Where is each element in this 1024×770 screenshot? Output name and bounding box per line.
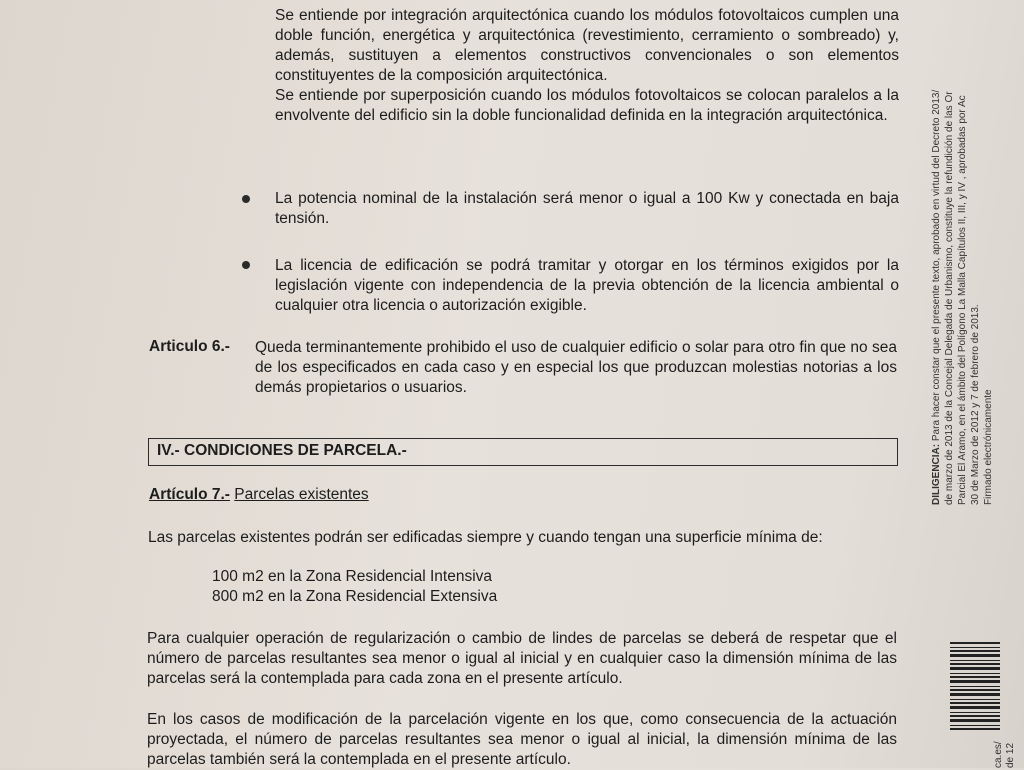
bullet-text: La potencia nominal de la instalación será menor o igual a 100 Kw y conectada en baja tensión. [275, 190, 899, 227]
side-footer [993, 708, 1017, 768]
integration-paragraph: Se entiende por integración arquitectónica cuando los módulos fotovoltaicos cumplen una doble función, energética y arquitectónica (revestimiento, cerramiento o sombreado) y, además, sustituyen a elementos constructivos convencionales o son elementos constituyentes de la composición arquitectónica. [275, 7, 899, 84]
side-note-line [930, 0, 943, 505]
zone-item-intensive: 100 m2 en la Zona Residencial Intensiva [212, 568, 493, 585]
side-note-line: 30 de Marzo de 2012 y 7 de febrero de 2013. [970, 304, 981, 505]
integration-definition-block [275, 6, 899, 126]
articulo-7-heading [149, 486, 369, 504]
articulo-6-text: Queda terminantemente prohibido el uso de cualquier edificio o solar para otro fin que no sea de los especificados en cada caso y en especial los que produzcan molestias notorias a los demás propietarios o usuarios. [255, 339, 897, 396]
diligencia-side-note [930, 0, 995, 505]
bullet-dot [242, 261, 250, 269]
articulo-7-label: Artículo 7.- [149, 486, 230, 503]
side-footer-line: de 12 [1005, 742, 1016, 768]
section-header-box [148, 438, 898, 466]
side-note-line: Parcial El Aramo, en el ámbito del Polígono La Malla Capítulos II, III, y IV , aprobadas por Ac [957, 95, 968, 505]
side-footer-line: ca.es/ [993, 741, 1004, 768]
articulo-6-label: Articulo 6.- [149, 338, 230, 355]
regularization-paragraph: Para cualquier operación de regularización o cambio de lindes de parcelas se deberá de respetar que el número de parcelas resultantes sea menor o igual al inicial y en cualquier caso la dimensión mínima de las parcelas será la contemplada para cada zona en el presente artículo. [147, 630, 897, 687]
superposition-paragraph: Se entiende por superposición cuando los módulos fotovoltaicos se colocan paralelos a la envolvente del edificio sin la doble funcionalidad definida en la integración arquitectónica. [275, 87, 899, 124]
side-note-line: Firmado electrónicamente [983, 389, 994, 505]
modification-paragraph: En los casos de modificación de la parcelación vigente en los que, como consecuencia de la actuación proyectada, el número de parcelas resultantes sea menor o igual al inicial, la dimensión mínima de las parcelas también será la contemplada en el presente artículo. [147, 711, 897, 768]
section-title: IV.- CONDICIONES DE PARCELA.- [157, 442, 407, 459]
bullet-dot [242, 195, 250, 203]
bullet-text: La licencia de edificación se podrá tramitar y otorgar en los términos exigidos por la legislación vigente con independencia de la previa obtención de la licencia ambiental o cualquier otra licencia o autorización exigible. [275, 257, 899, 314]
side-note-label: DILIGENCIA: [931, 443, 942, 505]
bullet-item-power [275, 189, 899, 229]
articulo-7-title: Parcelas existentes [234, 486, 369, 503]
bullet-item-license [275, 256, 899, 316]
side-note-text: Para hacer constar que el presente texto, aprobado en virtud del Decreto 2013/ [931, 89, 942, 444]
side-note-line: de marzo de 2013 de la Concejal Delegada de Urbanismo, constituye la refundición de las Or [944, 91, 955, 505]
zone-item-extensive: 800 m2 en la Zona Residencial Extensiva [212, 588, 498, 605]
articulo-7-intro: Las parcelas existentes podrán ser edificadas siempre y cuando tengan una superficie mínima de: [148, 529, 823, 546]
